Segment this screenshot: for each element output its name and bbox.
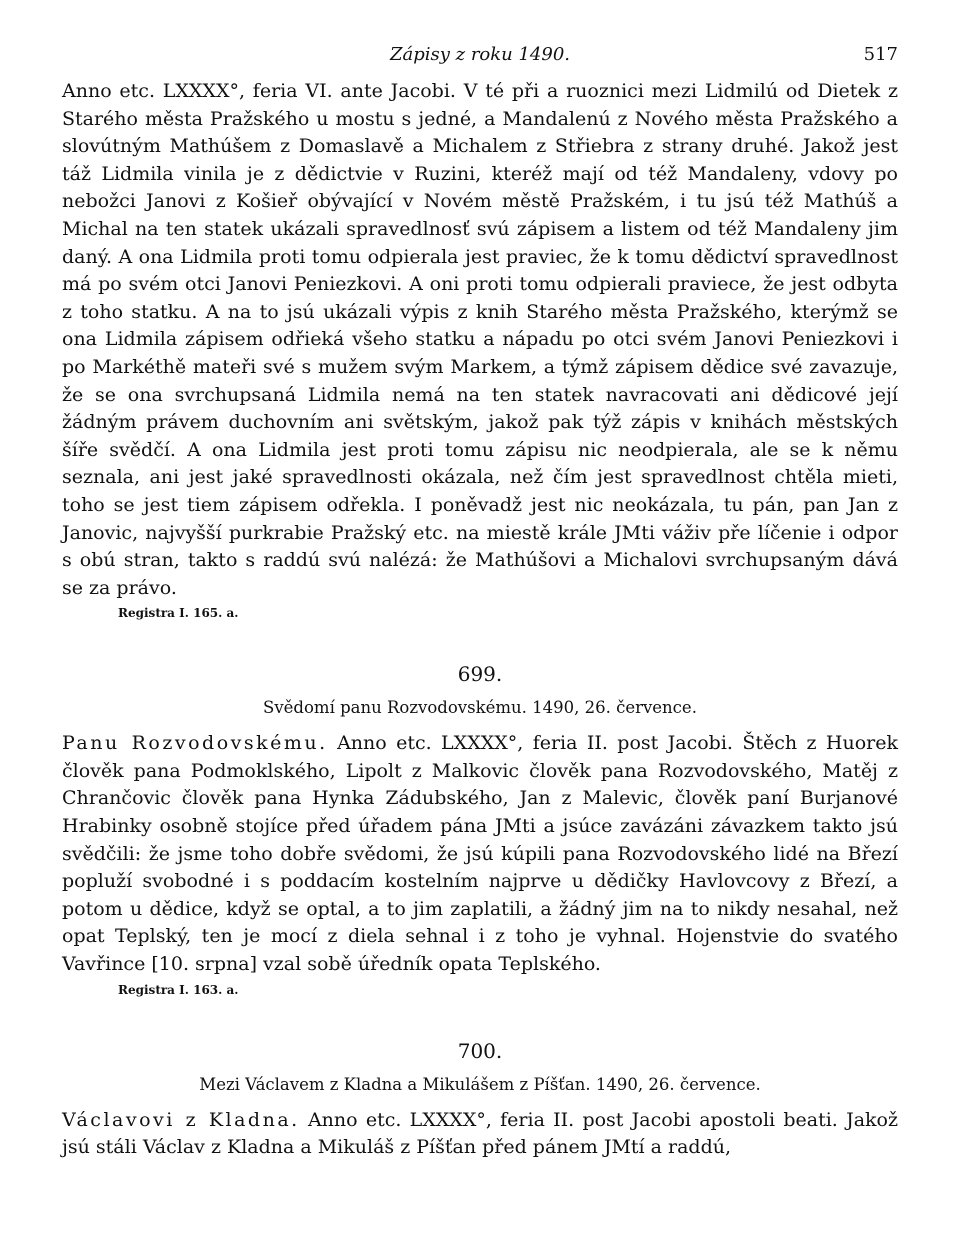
entry-699-text: Anno etc. LXXXX°, feria II. post Jacobi. Štěch z Huorek člověk pana Podmoklského, Lipolt z Malkovic člověk pana Rozvodovského, Matěj z Chrančovic člověk pana Hynka Zádubského, Jan z Malevic, člověk paní Burjanové Hrabinky osobně stojíce před úřadem pána JMti a jsúce zavázáni závazkem takto jsú svědčili: že jsme toho dobře svědomi, že jsú kúpili pana Rozvodovského lidé na Březí popluží svobodné i s poddacím kostelním najprve u dědičky Havlovcovy z Březí, a potom u dědice, když se optal, a to jim zaplatili, a žádný jim na to nikdy nesahal, než opat Teplský, ten je mocí z diela sehnal i z toho je vyhnal. Hojenstvie do svatého Vavřince [10. srpna] vzal sobě úředník opata Teplského.: [62, 732, 898, 976]
entry-699-number: 699.: [457, 662, 503, 687]
entry-700-title: Mezi Václavem z Kladna a Mikulášem z Píšťan. 1490, 26. července.: [199, 1074, 761, 1094]
entry-698-reference: Registra I. 165. a.: [118, 606, 239, 621]
entry-699-reference: Registra I. 163. a.: [118, 982, 239, 997]
entry-700-addressee: Václavovi z Kladna.: [62, 1108, 300, 1131]
entry-699-addressee: Panu Rozvodovskému.: [62, 732, 328, 755]
running-head: Zápisy z roku 1490.: [389, 44, 571, 65]
entry-700-text: Anno etc. LXXXX°, feria II. post Jacobi apostoli beati. Jakož jsú stáli Václav z Kladna a Mikuláš z Píšťan před pánem JMtí a raddú,: [62, 1108, 898, 1159]
entry-700-paragraph: [62, 1107, 898, 1162]
entry-700-number: 700.: [457, 1038, 503, 1063]
entry-699-title: Svědomí panu Rozvodovskému. 1490, 26. července.: [263, 698, 697, 718]
page-number: 517: [863, 44, 898, 65]
page-header: [62, 44, 898, 78]
entry-699-paragraph: [62, 730, 898, 978]
entry-698-text: Anno etc. LXXXX°, feria VI. ante Jacobi. V té při a ruoznici mezi Lidmilú od Dietek z Starého města Pražského u mostu s jedné, a Mandalenú z Nového města Pražského a slovútným Mathúšem z Domaslavě a Michalem z Střiebra z strany druhé. Jakož jest táž Lidmila vinila je z dědictvie v Ruzini, kteréž mají od též Mandaleny, vdovy po nebožci Janovi z Košieř obývající v Novém městě Pražském, i tu jsú též Mathúš a Michal na ten statek ukázali spravedlnosť svú zápisem a listem od též Mandaleny jim daný. A ona Lidmila proti tomu odpierala jest praviec, že k tomu dědictví spravedlnost má po svém otci Janovi Peniezkovi. A oni proti tomu odpierali praviece, že jest odbyta z toho statku. A na to jsú ukázali výpis z knih Starého města Pražského, kterýmž se ona Lidmila zápisem odřieká všeho statku a nápadu po otci svém Janovi Peniezkovi i po Markéthě mateři své s mužem svým Markem, a týmž zápisem dědice své zavazuje, že se ona svrchupsaná Lidmila nemá na ten statek navracovati ani dědicové její žádným právem duchovním ani světským, jakož pak týž zápis v knihách městských šíře svědčí. A ona Lidmila jest proti tomu zápisu nic neodpierala, ale se k němu seznala, ani jest jaké spravedlnosti okázala, než čím jest spravedlnost chtěla mieti, toho se jest tiem zápisem odřekla. I poněvadž jest nic neokázala, tu pán, pan Jan z Janovic, najvyšší purkrabie Pražský etc. na miestě krále JMti váživ pře líčenie i odpor s obú stran, takto s raddú svú nalézá: že Mathúšovi a Michalovi svrchupsaným dává se za právo.: [62, 80, 898, 599]
